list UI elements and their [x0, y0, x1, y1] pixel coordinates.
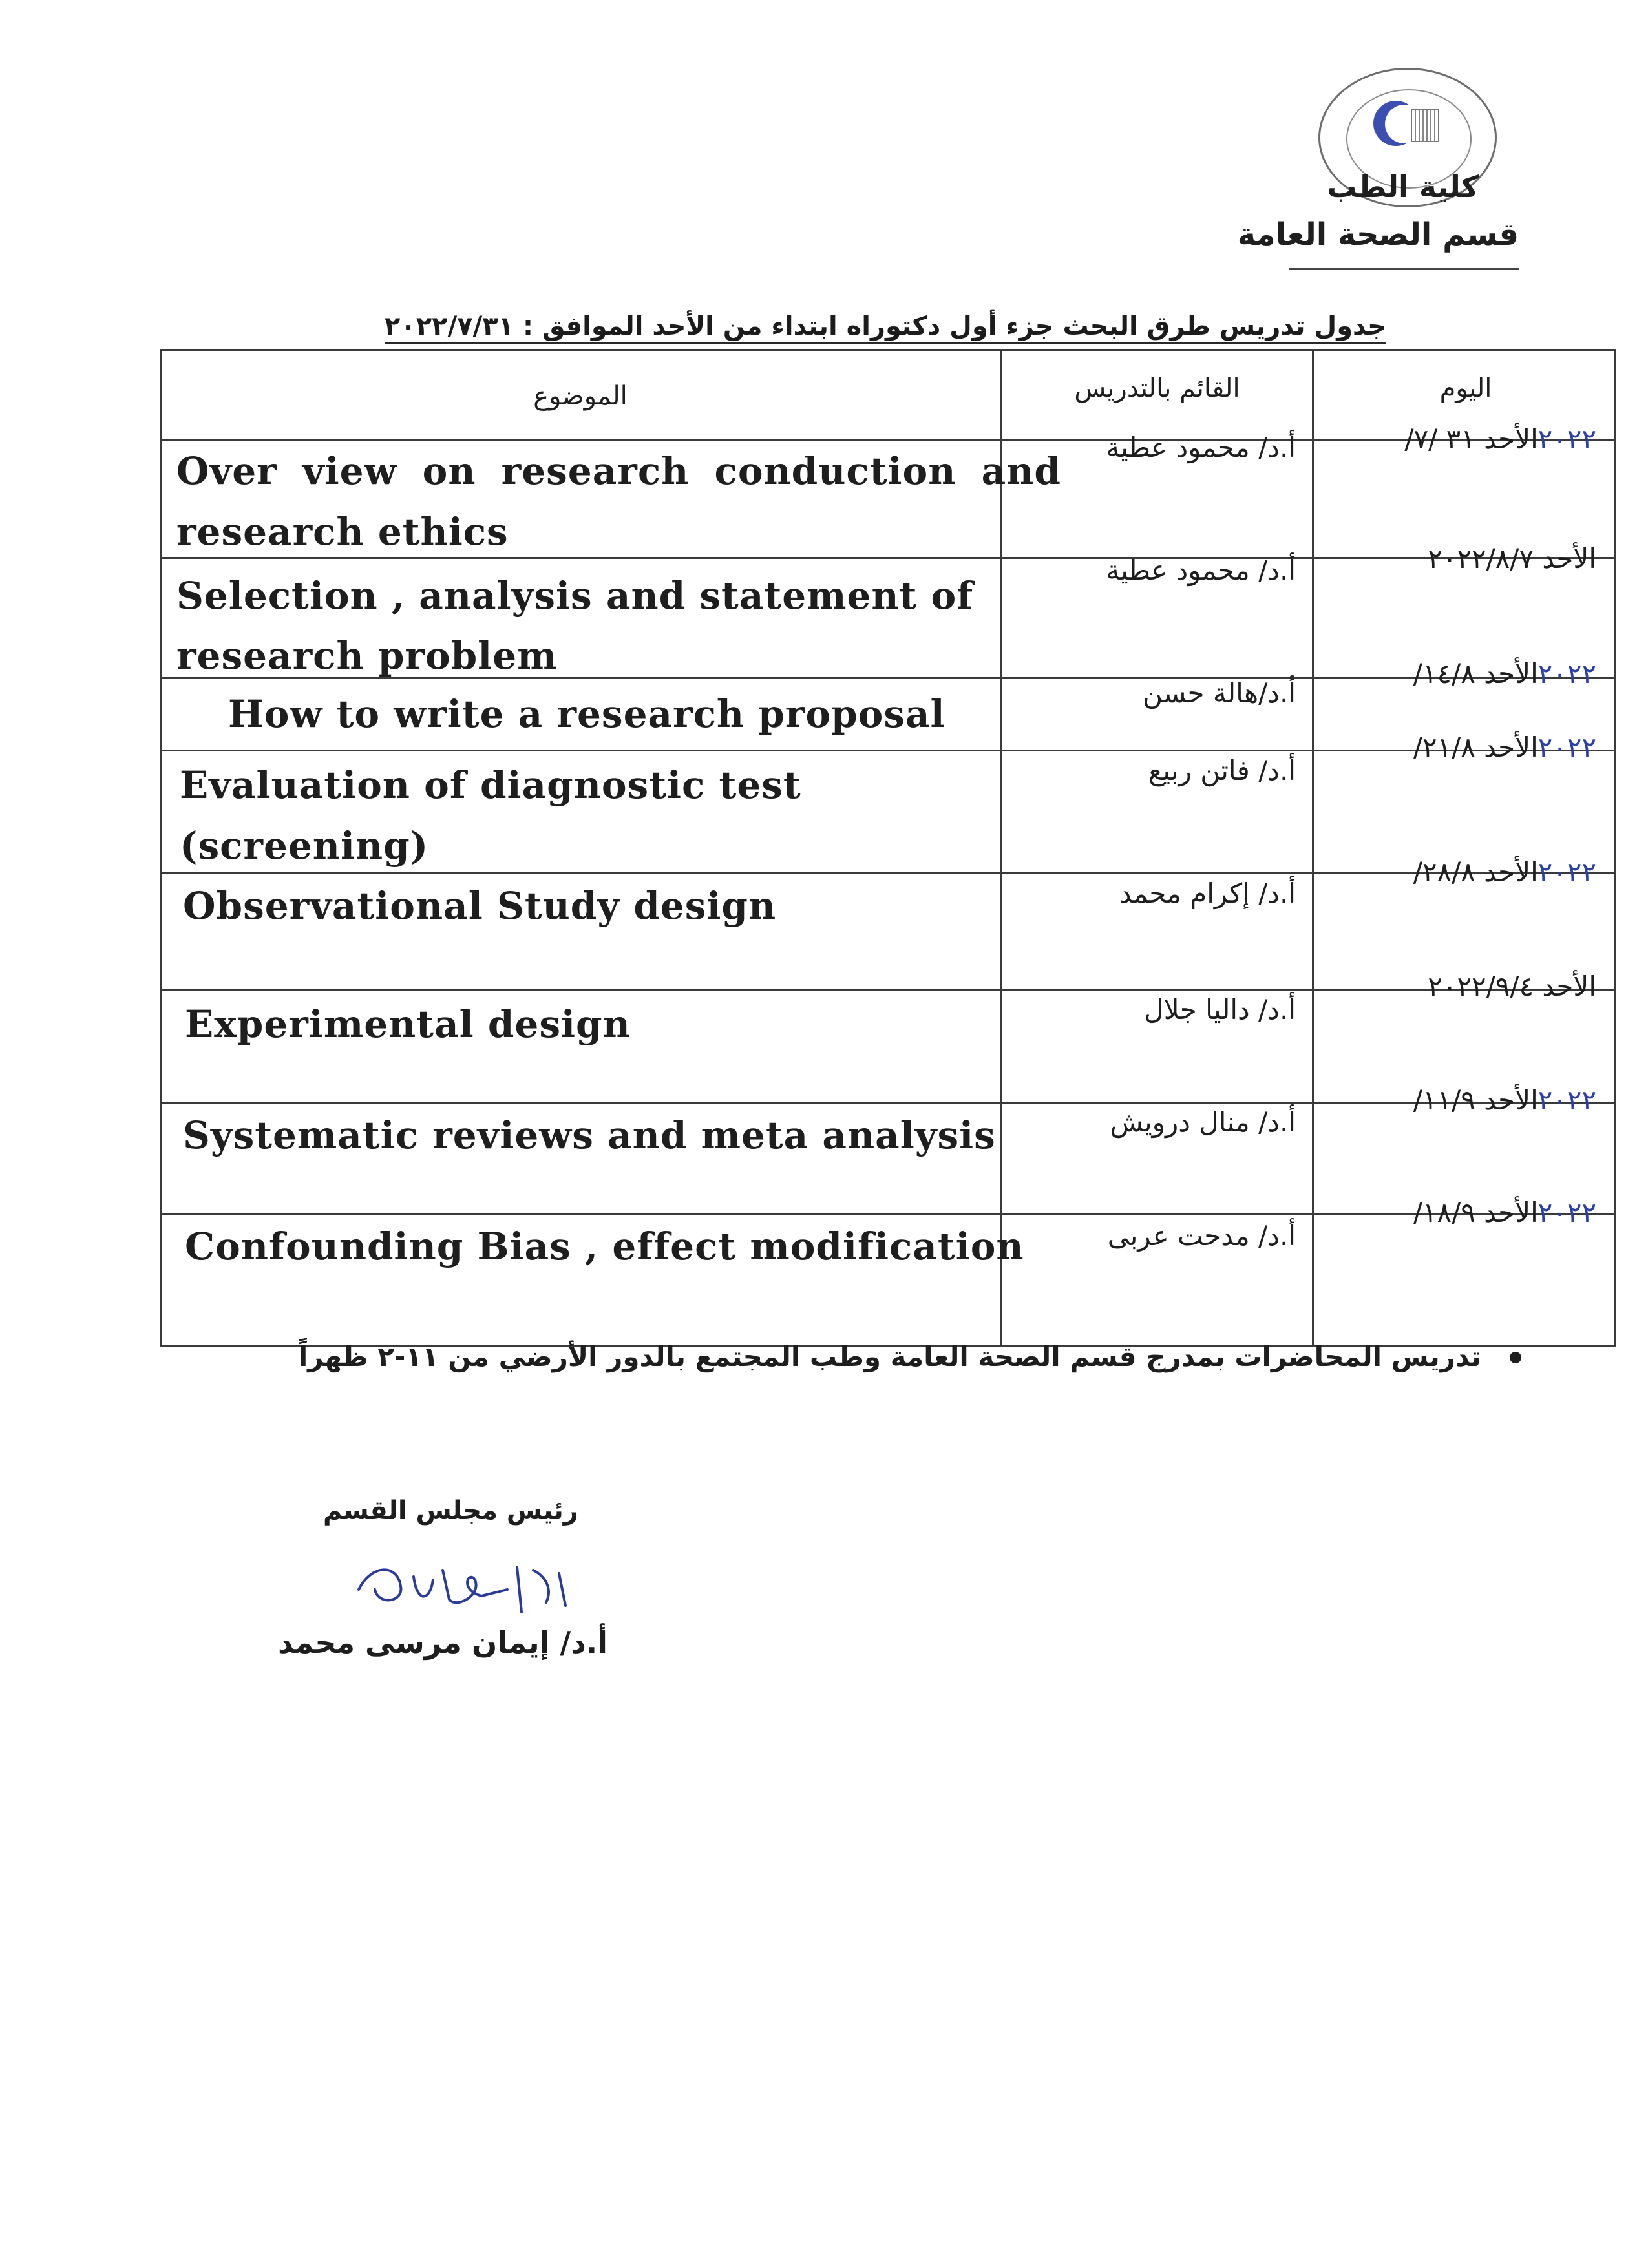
- row-divider: [160, 750, 1616, 751]
- table-border-left: [160, 349, 162, 1347]
- row-divider: [160, 989, 1616, 991]
- row-lecturer: أ.د/ محمود عطية: [1106, 554, 1296, 586]
- schedule-table: [160, 349, 1616, 1347]
- bullet-icon: [1510, 1352, 1521, 1363]
- row-topic: Over view on research conduction and: [176, 449, 1061, 493]
- building-icon: [1411, 109, 1439, 142]
- row-topic: Observational Study design: [183, 884, 777, 928]
- signature: [352, 1551, 578, 1622]
- row-topic: Experimental design: [185, 1002, 631, 1046]
- chair-name: أ.د/ إيمان مرسى محمد: [278, 1625, 608, 1660]
- row-lecturer: أ.د/هالة حسن: [1143, 677, 1296, 709]
- row-lecturer: أ.د/ مدحت عربى: [1107, 1220, 1296, 1252]
- row-day: ٢٠٢٢الأحد ١٤/٨/: [1413, 658, 1596, 689]
- lecture-venue-note: تدريس المحاضرات بمدرج قسم الصحة العامة وطب المجتمع بالدور الأرضي من ١١-٢ ظهراً: [298, 1341, 1481, 1372]
- faculty-name: كلية الطب: [1327, 169, 1479, 204]
- row-lecturer: أ.د/ فاتن ربيع: [1148, 755, 1296, 786]
- row-topic-line2: research ethics: [176, 510, 509, 554]
- row-lecturer: أ.د/ محمود عطية: [1106, 432, 1296, 463]
- row-lecturer: أ.د/ منال درويش: [1110, 1106, 1296, 1138]
- row-topic: Selection , analysis and statement of: [176, 574, 974, 618]
- row-topic-line2: (screening): [180, 824, 429, 868]
- row-lecturer: أ.د/ إكرام محمد: [1119, 877, 1296, 909]
- row-day: ٢٠٢٢الأحد ٢١/٨/: [1413, 731, 1596, 763]
- header-day: اليوم: [1439, 373, 1492, 403]
- row-lecturer: أ.د/ داليا جلال: [1144, 994, 1296, 1025]
- page-title: جدول تدريس طرق البحث جزء أول دكتوراه ابتداء من الأحد الموافق : ٢٠٢٢/٧/٣١: [385, 311, 1386, 344]
- header-topic: الموضوع: [533, 381, 628, 411]
- row-divider: [160, 1213, 1616, 1215]
- row-topic-line2: research problem: [176, 634, 558, 678]
- row-topic: Evaluation of diagnostic test: [180, 763, 801, 807]
- row-topic: How to write a research proposal: [228, 692, 945, 736]
- table-border-top: [160, 349, 1616, 351]
- header-divider-2: [1289, 277, 1519, 278]
- row-day: ٢٠٢٢الأحد ٢٨/٨/: [1413, 856, 1596, 888]
- row-day: الأحد ٢٠٢٢/٨/٧: [1428, 543, 1596, 574]
- row-topic: Confounding Bias , effect modification: [185, 1224, 1024, 1268]
- department-name: قسم الصحة العامة: [1237, 216, 1519, 253]
- row-day: ٢٠٢٢الأحد ١٨/٩/: [1413, 1197, 1596, 1228]
- row-day: ٢٠٢٢الأحد ١١/٩/: [1413, 1084, 1596, 1116]
- row-topic: Systematic reviews and meta analysis: [183, 1113, 996, 1157]
- row-day: ٢٠٢٢الأحد ٣١ /٧/: [1404, 423, 1596, 455]
- chair-title: رئيس مجلس القسم: [323, 1496, 578, 1526]
- row-day: الأحد ٢٠٢٢/٩/٤: [1428, 971, 1596, 1002]
- header-lecturer: القائم بالتدريس: [1074, 373, 1240, 403]
- header-divider: [1289, 268, 1519, 270]
- column-divider-day: [1312, 349, 1314, 1347]
- row-divider: [160, 1102, 1616, 1104]
- table-border-right: [1614, 349, 1616, 1347]
